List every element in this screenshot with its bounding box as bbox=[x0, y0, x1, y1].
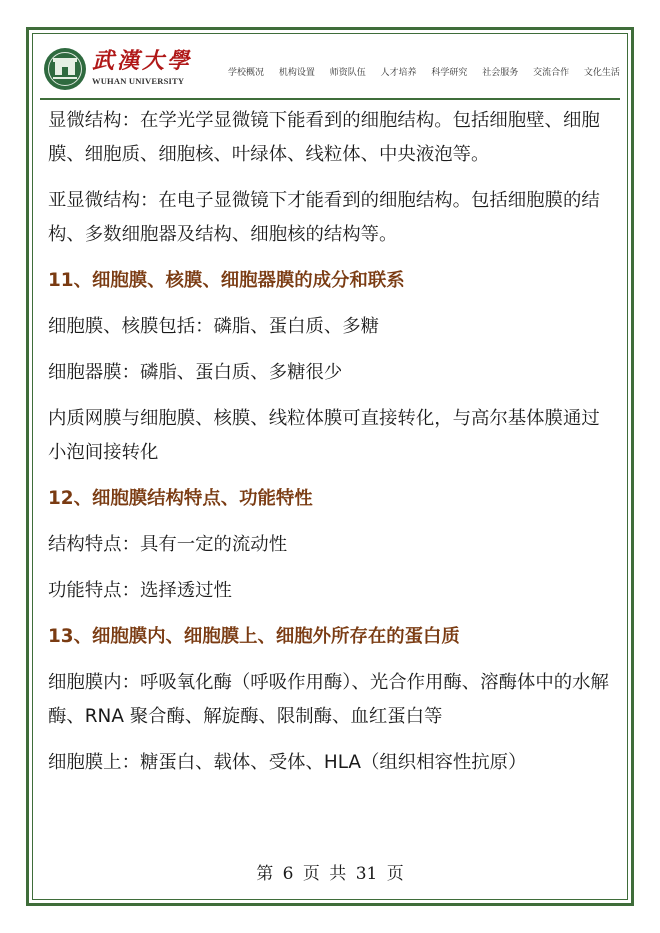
paragraph-microstructure: 显微结构：在学光学显微镜下能看到的细胞结构。包括细胞壁、细胞膜、细胞质、细胞核、叶绿体、线粒体、中央液泡等。 bbox=[48, 110, 600, 165]
paragraph-submicrostructure: 亚显微结构：在电子显微镜下才能看到的细胞结构。包括细胞膜的结构、多数细胞器及结构、细胞核的结构等。 bbox=[48, 190, 600, 245]
nav-item-overview[interactable]: 学校概况 bbox=[228, 68, 265, 78]
paragraph-surface-proteins: 细胞膜上：糖蛋白、载体、受体、HLA（组织相容性抗原） bbox=[48, 752, 527, 773]
university-logo-text: 武漢大學 bbox=[92, 48, 193, 74]
page-header bbox=[40, 44, 620, 96]
nav-item-research[interactable]: 科学研究 bbox=[431, 68, 468, 78]
header-nav bbox=[228, 67, 620, 79]
document-body bbox=[48, 104, 618, 792]
paragraph-structure-feature: 结构特点：具有一定的流动性 bbox=[48, 534, 288, 555]
nav-item-culture[interactable]: 文化生活 bbox=[583, 68, 620, 78]
nav-item-education[interactable]: 人才培养 bbox=[380, 68, 417, 78]
nav-item-service[interactable]: 社会服务 bbox=[482, 68, 519, 78]
paragraph-inner-proteins: 细胞膜内：呼吸氧化酶（呼吸作用酶）、光合作用酶、溶酶体中的水解酶、RNA 聚合酶、解旋酶、限制酶、血红蛋白等 bbox=[48, 672, 609, 727]
page-number: 第 6 页 共 31 页 bbox=[256, 864, 404, 884]
section-heading-13: 13、细胞膜内、细胞膜上、细胞外所存在的蛋白质 bbox=[48, 626, 460, 647]
section-heading-12: 12、细胞膜结构特点、功能特性 bbox=[48, 488, 313, 509]
university-logo-english: WUHAN UNIVERSITY bbox=[92, 76, 185, 86]
paragraph-function-feature: 功能特点：选择透过性 bbox=[48, 580, 232, 601]
nav-item-faculty[interactable]: 师资队伍 bbox=[329, 68, 366, 78]
nav-item-organization[interactable]: 机构设置 bbox=[278, 68, 315, 78]
paragraph-membrane-components: 细胞膜、核膜包括：磷脂、蛋白质、多糖 bbox=[48, 316, 380, 337]
header-divider bbox=[40, 98, 620, 100]
paragraph-membrane-conversion: 内质网膜与细胞膜、核膜、线粒体膜可直接转化，与高尔基体膜通过小泡间接转化 bbox=[48, 408, 600, 463]
nav-item-exchange[interactable]: 交流合作 bbox=[533, 68, 570, 78]
university-seal-icon bbox=[44, 48, 86, 90]
section-heading-11: 11、细胞膜、核膜、细胞器膜的成分和联系 bbox=[48, 270, 405, 291]
paragraph-organelle-membrane: 细胞器膜：磷脂、蛋白质、多糖很少 bbox=[48, 362, 343, 383]
